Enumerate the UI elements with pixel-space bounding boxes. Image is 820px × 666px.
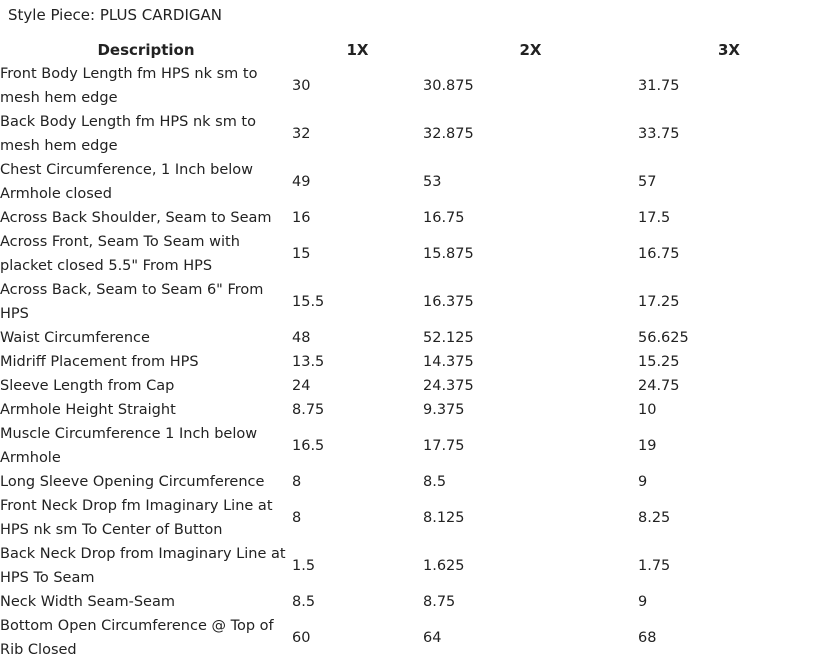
description-cell: Front Neck Drop fm Imaginary Line at HPS nk sm To Center of Button: [0, 498, 273, 538]
description-cell: Front Body Length fm HPS nk sm to mesh hem edge: [0, 66, 258, 106]
size-1x-cell: 30: [292, 78, 311, 94]
size-3x-cell: 31.75: [638, 78, 680, 94]
description-cell: Muscle Circumference 1 Inch below Armhole: [0, 426, 258, 466]
table-row: [0, 110, 820, 158]
size-2x-cell: 17.75: [423, 438, 465, 454]
table-row: [0, 470, 820, 494]
size-3x-cell: 68: [638, 630, 657, 646]
table-row: [0, 398, 820, 422]
size-1x-cell: 13.5: [292, 354, 325, 370]
size-3x-cell: 57: [638, 174, 657, 190]
size-1x-cell: 24: [292, 378, 311, 394]
size-1x-cell: 15.5: [292, 294, 325, 310]
measurement-table: [0, 38, 820, 662]
table-row: [0, 614, 820, 662]
description-cell: Bottom Open Circumference @ Top of Rib Closed: [0, 618, 274, 658]
size-1x-cell: 32: [292, 126, 311, 142]
size-1x-cell: 1.5: [292, 558, 316, 574]
column-header-description: Description: [97, 41, 195, 59]
column-header-3x: 3X: [717, 41, 740, 59]
table-row: [0, 62, 820, 110]
table-row: [0, 374, 820, 398]
size-2x-cell: 8.125: [423, 510, 465, 526]
description-cell: Neck Width Seam-Seam: [0, 594, 175, 610]
size-3x-cell: 8.25: [638, 510, 671, 526]
description-cell: Across Back Shoulder, Seam to Seam: [0, 210, 272, 226]
size-2x-cell: 16.75: [423, 210, 465, 226]
size-3x-cell: 24.75: [638, 378, 680, 394]
size-2x-cell: 64: [423, 630, 442, 646]
size-1x-cell: 8: [292, 474, 302, 490]
size-2x-cell: 14.375: [423, 354, 474, 370]
size-1x-cell: 8: [292, 510, 302, 526]
size-2x-cell: 1.625: [423, 558, 465, 574]
table-row: [0, 206, 820, 230]
size-3x-cell: 16.75: [638, 246, 680, 262]
column-header-1x: 1X: [346, 41, 369, 59]
table-row: [0, 590, 820, 614]
description-cell: Across Back, Seam to Seam 6" From HPS: [0, 282, 264, 322]
table-row: [0, 542, 820, 590]
description-cell: Midriff Placement from HPS: [0, 354, 199, 370]
table-row: [0, 422, 820, 470]
table-row: [0, 278, 820, 326]
table-row: [0, 158, 820, 206]
description-cell: Sleeve Length from Cap: [0, 378, 175, 394]
size-2x-cell: 16.375: [423, 294, 474, 310]
size-2x-cell: 9.375: [423, 402, 465, 418]
size-2x-cell: 24.375: [423, 378, 474, 394]
size-3x-cell: 33.75: [638, 126, 680, 142]
column-header-2x: 2X: [519, 41, 542, 59]
table-row: [0, 230, 820, 278]
description-cell: Armhole Height Straight: [0, 402, 176, 418]
description-cell: Back Neck Drop from Imaginary Line at HPS To Seam: [0, 546, 286, 586]
size-3x-cell: 15.25: [638, 354, 680, 370]
size-3x-cell: 9: [638, 474, 648, 490]
size-2x-cell: 8.5: [423, 474, 447, 490]
size-2x-cell: 52.125: [423, 330, 474, 346]
style-piece-title: Style Piece: PLUS CARDIGAN: [8, 6, 223, 24]
size-2x-cell: 32.875: [423, 126, 474, 142]
size-2x-cell: 15.875: [423, 246, 474, 262]
size-1x-cell: 48: [292, 330, 311, 346]
size-3x-cell: 56.625: [638, 330, 689, 346]
description-cell: Back Body Length fm HPS nk sm to mesh hem edge: [0, 114, 256, 154]
table-row: [0, 326, 820, 350]
size-3x-cell: 9: [638, 594, 648, 610]
size-1x-cell: 16: [292, 210, 311, 226]
size-1x-cell: 8.5: [292, 594, 316, 610]
size-3x-cell: 10: [638, 402, 657, 418]
description-cell: Waist Circumference: [0, 330, 150, 346]
size-2x-cell: 53: [423, 174, 442, 190]
size-3x-cell: 17.5: [638, 210, 671, 226]
size-3x-cell: 1.75: [638, 558, 671, 574]
size-1x-cell: 15: [292, 246, 311, 262]
size-2x-cell: 8.75: [423, 594, 456, 610]
size-1x-cell: 16.5: [292, 438, 325, 454]
description-cell: Across Front, Seam To Seam with placket closed 5.5" From HPS: [0, 234, 240, 274]
table-row: [0, 350, 820, 374]
size-2x-cell: 30.875: [423, 78, 474, 94]
size-1x-cell: 60: [292, 630, 311, 646]
size-1x-cell: 49: [292, 174, 311, 190]
size-3x-cell: 17.25: [638, 294, 680, 310]
table-row: [0, 494, 820, 542]
description-cell: Chest Circumference, 1 Inch below Armhole closed: [0, 162, 254, 202]
table-header-row: [0, 38, 820, 62]
size-1x-cell: 8.75: [292, 402, 325, 418]
description-cell: Long Sleeve Opening Circumference: [0, 474, 265, 490]
size-3x-cell: 19: [638, 438, 657, 454]
